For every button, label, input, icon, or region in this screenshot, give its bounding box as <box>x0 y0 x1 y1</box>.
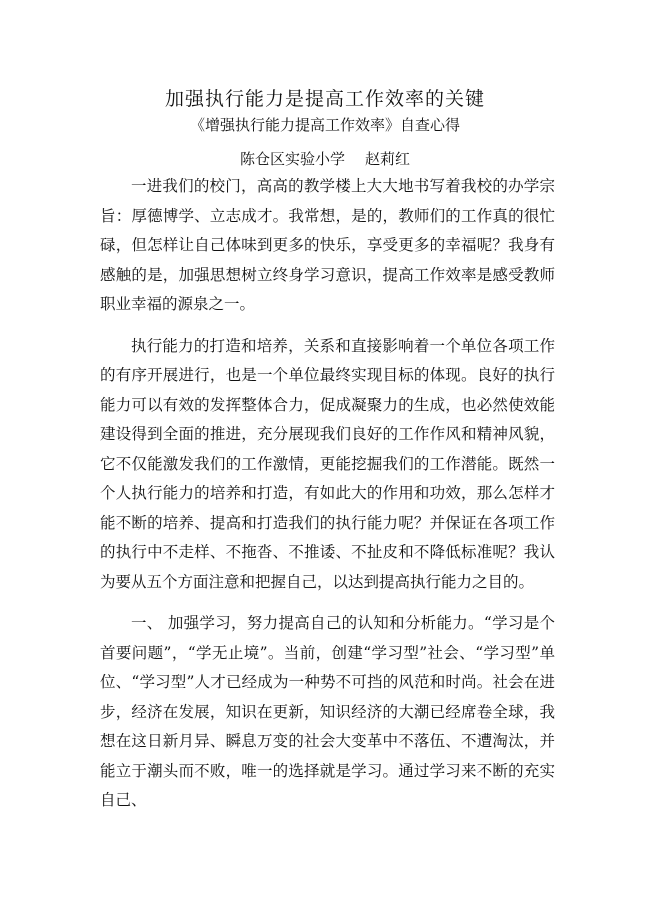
author-line <box>0 148 650 169</box>
document-subtitle: 《增强执行能力提高工作效率》自查心得 <box>189 116 460 134</box>
document-body <box>100 172 555 828</box>
author-organization: 陈仓区实验小学 <box>239 150 345 168</box>
paragraph: 执行能力的打造和培养，关系和直接影响着一个单位各项工作的有序开展进行，也是一个单位最终实现目标的体现。良好的执行能力可以有效的发挥整体合力，促成凝聚力的生成，也必然使效能建设得到全面的推进，充分展现我们良好的工作作风和精神风貌，它不仅能激发我们的工作激情，更能挖掘我们的工作潜能。既然一个人执行能力的培养和打造，有如此大的作用和功效，那么怎样才能不断的培养、提高和打造我们的执行能力呢？并保证在各项工作的执行中不走样、不拖沓、不推诿、不扯皮和不降低标准呢？我认为要从五个方面注意和把握自己，以达到提高执行能力之目的。 <box>100 336 555 591</box>
paragraph: 一、 加强学习，努力提高自己的认知和分析能力。“学习是个首要问题”，“学无止境”。当前，创建“学习型”社会、“学习型”单位、“学习型”人才已经成为一种势不可挡的风范和时尚。社会在进步，经济在发展，知识在更新，知识经济的大潮已经席卷全球，我想在这日新月异、瞬息万变的社会大变革中不落伍、不遭淘汰，并能立于潮头而不败，唯一的选择就是学习。通过学习来不断的充实自己、 <box>100 614 555 809</box>
paragraph: 一进我们的校门，高高的教学楼上大大地书写着我校的办学宗旨：厚德博学、立志成才。我常想，是的，教师们的工作真的很忙碌，但怎样让自己体味到更多的快乐，享受更多的幸福呢？我身有感触的是，加强思想树立终身学习意识，提高工作效率是感受教师职业幸福的源泉之一。 <box>100 177 555 313</box>
author-name: 赵莉红 <box>365 150 411 168</box>
document-title: 加强执行能力是提高工作效率的关键 <box>164 88 485 110</box>
